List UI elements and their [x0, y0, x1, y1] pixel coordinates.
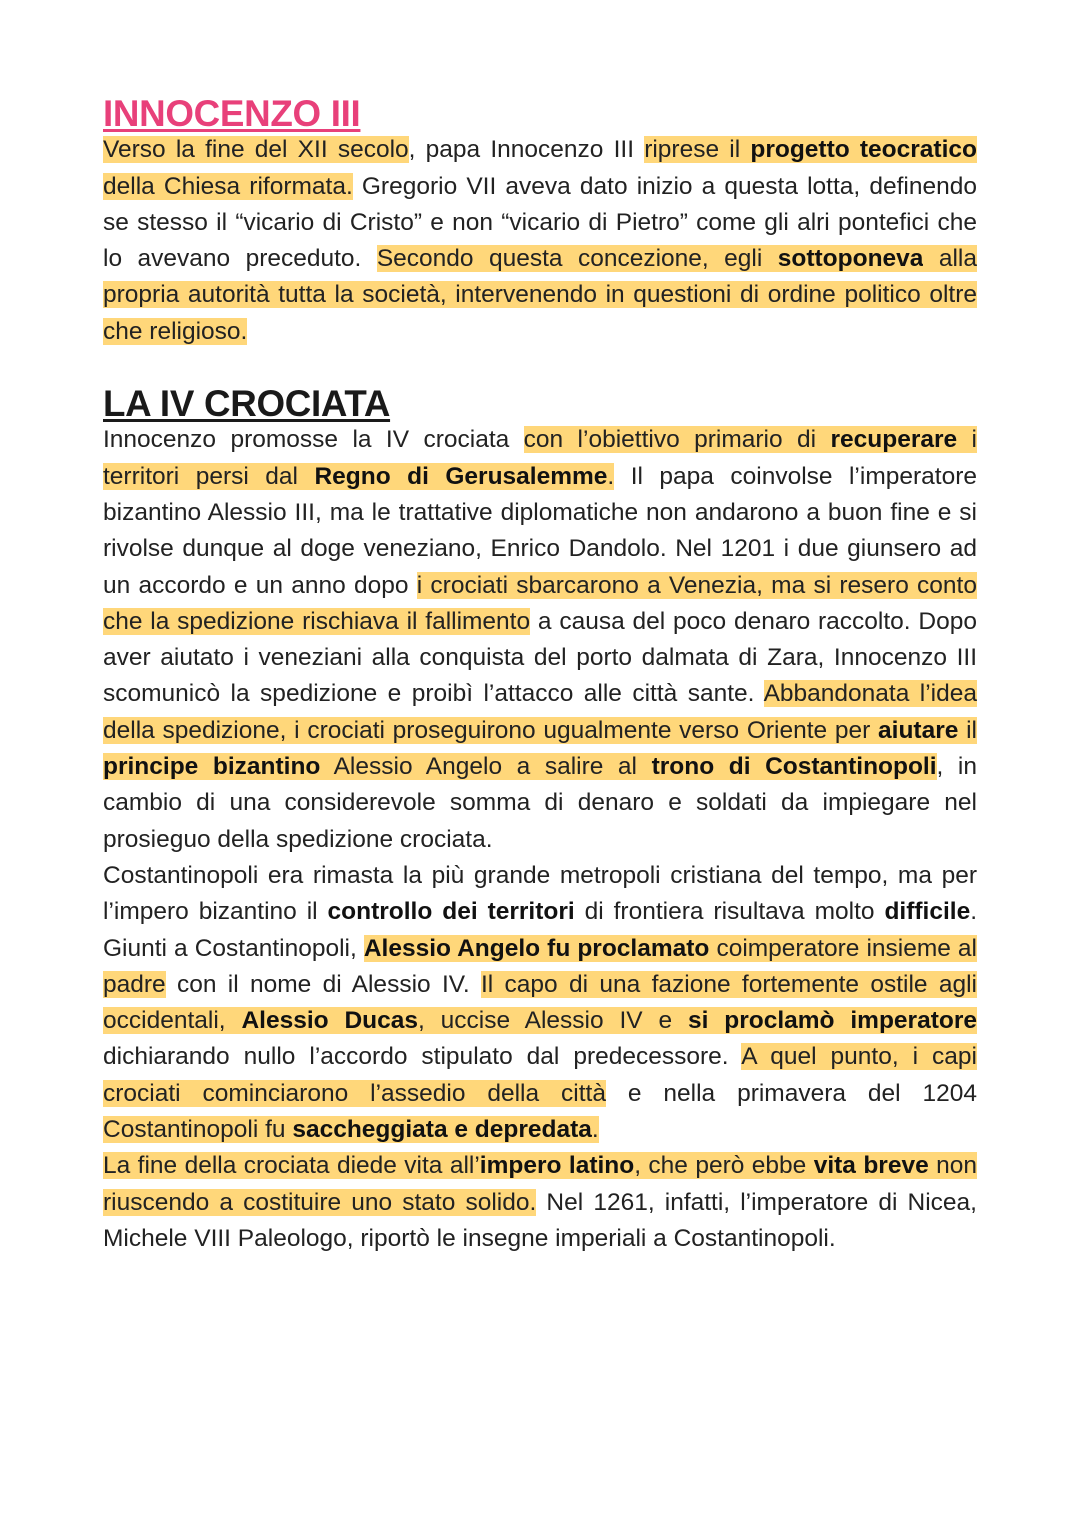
highlighted-text: Abbandonata l’idea della spedizione, i crociati proseguirono ugualmente verso Oriente per	[103, 680, 977, 744]
highlight	[634, 1152, 813, 1179]
highlighted-text: Regno di Gerusalemme	[314, 462, 608, 490]
text-run: , in cambio di una considerevole somma di denaro e soldati da impiegare nel prosieguo della spedizione crociata.	[103, 753, 977, 853]
paragraph	[103, 132, 977, 350]
highlight	[878, 717, 958, 744]
highlighted-text: aiutare	[878, 716, 959, 744]
highlighted-text: Alessio Ducas	[241, 1007, 418, 1035]
document-page	[103, 93, 978, 1257]
highlight	[418, 1007, 688, 1034]
highlight	[320, 753, 651, 780]
highlighted-text: impero latino	[479, 1152, 635, 1180]
highlighted-text: .	[607, 462, 615, 490]
text-run: Nel 1261, infatti, l’imperatore di Nicea, Michele VIII Paleologo, riportò le insegne imperiali a Costantinopoli.	[103, 1188, 977, 1252]
highlight	[524, 426, 831, 453]
text-run: controllo dei territori	[327, 898, 575, 926]
highlighted-text: .	[591, 1116, 599, 1144]
highlight	[314, 463, 607, 490]
highlighted-text: con l’obiettivo primario di	[523, 426, 831, 454]
text-run: dichiarando nullo l’accordo stipulato dal predecessore.	[103, 1043, 742, 1071]
text-run: . Giunti a Costantinopoli,	[103, 898, 978, 962]
highlighted-text: saccheggiata e depredata	[292, 1116, 592, 1144]
highlight	[364, 935, 710, 962]
highlighted-text: della Chiesa riformata.	[103, 172, 353, 200]
text-run: Gregorio VII aveva dato inizio a questa lotta, definendo se stesso il “vicario di Cristo” e non “vicario di Pietro” come gli alri pontefici che lo avevano preceduto.	[103, 172, 977, 273]
text-run: e nella primavera del 1204	[605, 1079, 977, 1107]
highlight	[830, 426, 957, 453]
highlighted-text: Verso la fine del XII secolo	[103, 136, 409, 164]
highlighted-text: La fine della crociata diede vita all’	[103, 1152, 480, 1180]
highlighted-text: Alessio Angelo fu proclamato	[363, 934, 710, 962]
section-innocenzo	[103, 93, 978, 350]
highlighted-text: i crociati sbarcarono a Venezia, ma si resero conto che la spedizione rischiava il fallimento	[103, 571, 977, 635]
highlight	[103, 753, 320, 780]
highlighted-text: recuperare	[830, 426, 958, 454]
highlight	[103, 1152, 480, 1179]
highlight	[103, 136, 409, 163]
highlight	[292, 1116, 592, 1143]
highlighted-text: coimperatore insieme al padre	[103, 934, 977, 998]
highlight	[688, 1007, 977, 1034]
section-heading: INNOCENZO III	[103, 93, 361, 134]
text-run: Il papa coinvolse l’imperatore bizantino Alessio III, ma le trattative diplomatiche non andarono a buon fine e si rivolse dunque al doge veneziano, Enrico Dandolo. Nel 1201 i due giunsero ad un accordo e un anno dopo	[103, 462, 977, 599]
highlighted-text: , che però ebbe	[634, 1152, 814, 1180]
highlight	[644, 136, 750, 163]
highlighted-text: principe bizantino	[103, 753, 321, 781]
paragraph	[103, 1148, 977, 1257]
highlighted-text: Costantinopoli fu	[103, 1116, 293, 1144]
highlighted-text: vita breve	[813, 1152, 929, 1180]
text-run: , papa Innocenzo III	[408, 136, 645, 164]
highlight	[652, 753, 937, 780]
highlighted-text: il	[958, 716, 977, 744]
highlighted-text: non riuscendo a costituire uno stato solido.	[103, 1152, 978, 1216]
highlighted-text: alla propria autorità tutta la società, intervenendo in questioni di ordine politico oltre che religioso.	[103, 245, 978, 345]
highlighted-text: progetto teocratico	[750, 136, 977, 164]
highlighted-text: A quel punto, i capi crociati cominciarono l’assedio della città	[103, 1043, 977, 1107]
highlight	[241, 1007, 418, 1034]
highlighted-text: , uccise Alessio IV e	[417, 1007, 688, 1035]
text-run: Costantinopoli era rimasta la più grande metropoli cristiana del tempo, ma per l’impero bizantino il	[103, 861, 977, 926]
text-run: a causa del poco denaro raccolto. Dopo aver aiutato i veneziani alla conquista del porto dalmata di Zara, Innocenzo III scomunicò la spedizione e proibì l’attacco alle città sante.	[103, 607, 977, 708]
highlight	[750, 136, 977, 163]
text-run: con il nome di Alessio IV.	[165, 970, 481, 998]
paragraph	[103, 858, 977, 1148]
paragraph	[103, 422, 977, 858]
highlight	[958, 717, 977, 744]
highlighted-text: trono di Costantinopoli	[651, 753, 937, 781]
highlight	[377, 245, 778, 272]
text-run: Innocenzo promosse la IV crociata	[103, 426, 524, 454]
text-run: difficile	[884, 898, 971, 926]
highlight	[103, 1116, 292, 1143]
highlight	[103, 173, 353, 200]
highlighted-text: Il capo di una fazione fortemente ostile agli occidentali,	[103, 970, 977, 1035]
highlighted-text: si proclamò imperatore	[687, 1007, 977, 1035]
highlighted-text: sottoponeva	[777, 245, 924, 273]
highlight	[814, 1152, 929, 1179]
text-run: di frontiera risultava molto	[574, 898, 885, 926]
highlight	[480, 1152, 634, 1179]
highlight	[778, 245, 924, 272]
highlighted-text: Secondo questa concezione, egli	[376, 245, 778, 273]
section-iv-crociata	[103, 383, 978, 1257]
highlighted-text: Alessio Angelo a salire al	[320, 753, 652, 781]
section-heading: LA IV CROCIATA	[103, 383, 391, 425]
highlighted-text: i territori persi dal	[103, 426, 978, 490]
highlighted-text: riprese il	[644, 136, 751, 164]
highlight	[592, 1116, 599, 1143]
